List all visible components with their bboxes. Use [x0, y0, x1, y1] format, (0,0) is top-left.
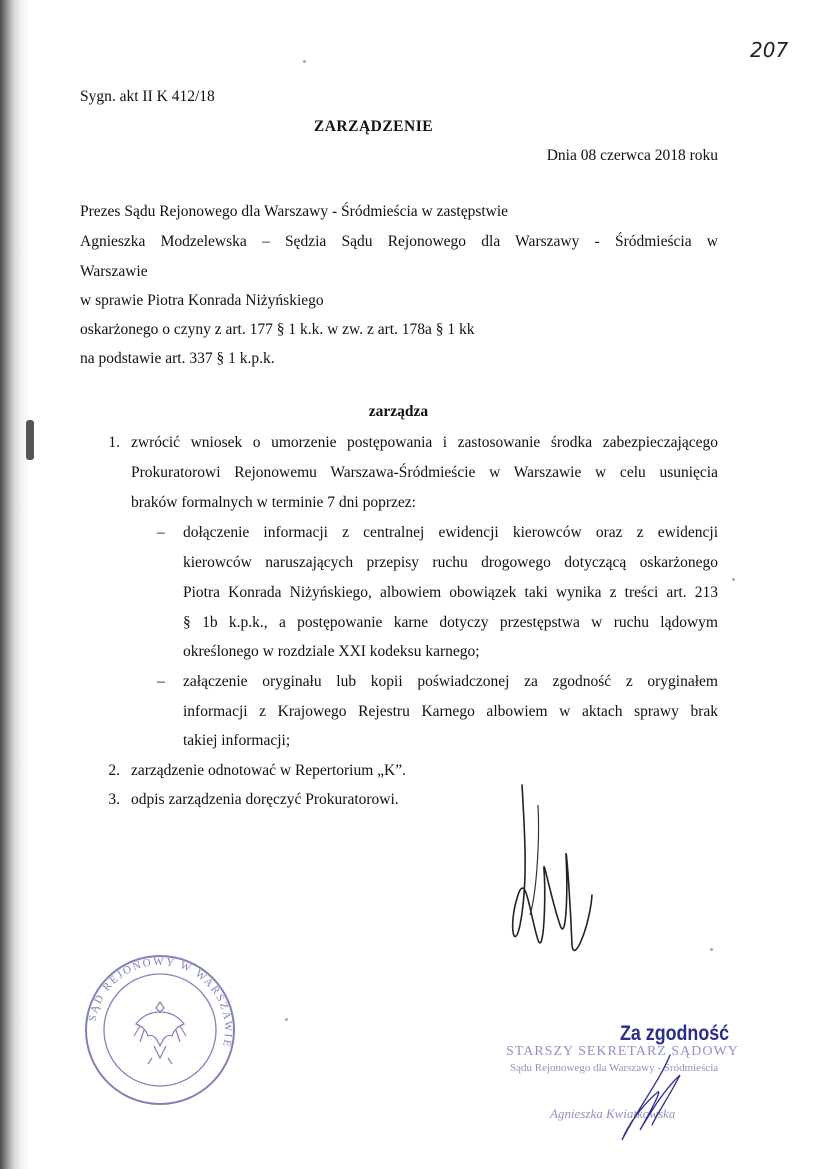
certification-label: Za zgodność: [620, 1022, 730, 1045]
item-number: 3.: [108, 791, 120, 808]
seal-text: SĄD REJONOWY W WARSZAWIE: [86, 955, 235, 1050]
subitem-1-line-2: kierowców naruszających przepisy ruchu drogowego dotyczącą oskarżonego: [183, 554, 718, 571]
item-2-line-1: zarządzenie odnotować w Repertorium „K”.: [131, 762, 406, 779]
subitem-dash: –: [157, 673, 165, 690]
intro-line-5: oskarżonego o czyny z art. 177 § 1 k.k. w zw. z art. 178a § 1 kk: [80, 321, 475, 338]
decision-heading: zarządza: [368, 403, 429, 420]
item-3-line-1: odpis zarządzenia doręczyć Prokuratorowi.: [131, 791, 399, 808]
subitem-2-line-3: takiej informacji;: [183, 732, 291, 749]
subitem-1-line-5: określonego w rozdziale XXI kodeksu karnego;: [183, 643, 480, 660]
scan-speck: [732, 578, 735, 581]
judge-signature: [500, 775, 610, 975]
scan-speck: [710, 948, 713, 951]
document-date: Dnia 08 czerwca 2018 roku: [546, 147, 718, 164]
subitem-2-line-1: załączenie oryginału lub kopii poświadczonej za zgodność z oryginałem: [183, 673, 718, 690]
item-number: 2.: [108, 762, 120, 779]
case-reference: Sygn. akt II K 412/18: [80, 88, 215, 105]
subitem-1-line-3: Piotra Konrada Niżyńskiego, albowiem obowiązek taki wynika z treści art. 213: [183, 584, 718, 601]
document-title: ZARZĄDZENIE: [313, 118, 434, 135]
item-1-line-3: braków formalnych w terminie 7 dni poprzez:: [131, 494, 416, 511]
intro-line-2: Agnieszka Modzelewska – Sędzia Sądu Rejonowego dla Warszawy - Śródmieścia w: [80, 233, 718, 250]
page-number: 207: [750, 38, 789, 62]
scan-binding-shadow: [0, 0, 30, 1169]
scan-speck: [285, 1018, 288, 1021]
subitem-dash: –: [157, 524, 165, 541]
item-1-line-1: zwrócić wniosek o umorzenie postępowania i zastosowanie środka zabezpieczającego: [131, 434, 718, 451]
court-seal: [80, 950, 240, 1110]
subitem-1-line-1: dołączenie informacji z centralnej ewidencji kierowców oraz z ewidencji: [183, 524, 718, 541]
item-1-line-2: Prokuratorowi Rejonowemu Warszawa-Śródmieście w Warszawie w celu usunięcia: [131, 464, 718, 481]
eagle-emblem-icon: [134, 1002, 186, 1064]
stamp-title: STARSZY SEKRETARZ SĄDOWY: [506, 1044, 739, 1059]
intro-line-6: na podstawie art. 337 § 1 k.p.k.: [80, 350, 275, 367]
stamp-name: Agnieszka Kwiatkowska: [550, 1106, 676, 1121]
intro-line-3: Warszawie: [80, 263, 148, 280]
item-number: 1.: [108, 434, 120, 451]
intro-line-4: w sprawie Piotra Konrada Niżyńskiego: [80, 292, 324, 309]
subitem-1-line-4: § 1b k.p.k., a postępowanie karne dotyczy przestępstwa w ruchu lądowym: [183, 614, 718, 631]
scan-speck: [303, 60, 306, 63]
stamp-court: Sądu Rejonowego dla Warszawy - Śródmieścia: [510, 1062, 719, 1074]
subitem-2-line-2: informacji z Krajowego Rejestru Karnego albowiem w aktach sprawy brak: [183, 703, 718, 720]
scan-hole-mark: [26, 420, 34, 460]
secretary-signature: [600, 1050, 700, 1150]
intro-line-1: Prezes Sądu Rejonowego dla Warszawy - Śródmieścia w zastępstwie: [80, 203, 509, 220]
